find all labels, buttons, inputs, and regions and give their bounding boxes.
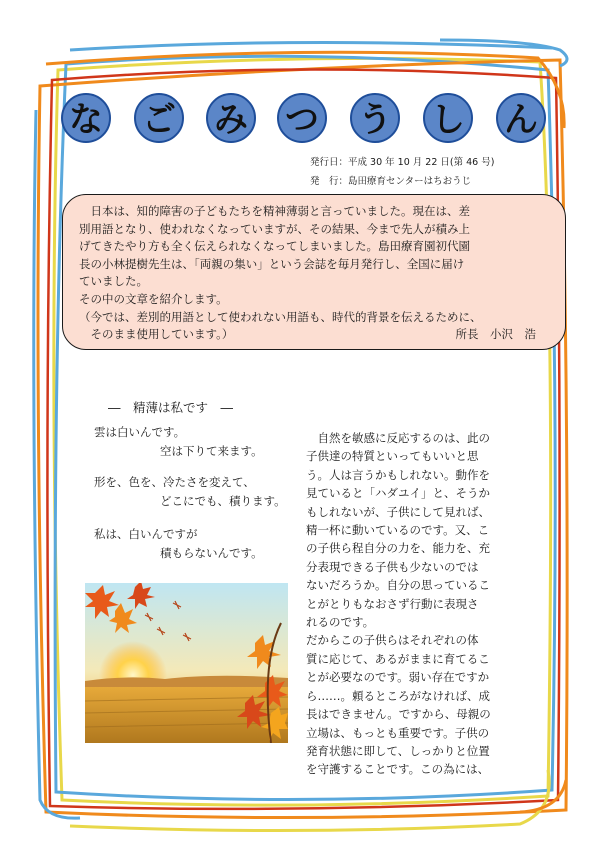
- intro-line: 長の小林提樹先生は、「両親の集い」という会誌を毎月発行し、全国に届け: [79, 256, 465, 271]
- intro-line: 別用語となり、使われなくなっていますが、その結果、今まで先人が積み上: [79, 221, 470, 236]
- poem-line: 形を、色を、冷たさを変えて、: [94, 475, 255, 489]
- intro-line: げてきたやり方も全く伝えられなくなってしまいました。島田療育園初代園: [79, 239, 470, 254]
- article-line: もしれないが、子供にして見れば、: [306, 504, 490, 519]
- intro-line: （今では、差別的用語として使われない用語も、時代的背景を伝えるために、: [79, 309, 482, 324]
- poem-line: 私は、白いんですが: [94, 527, 198, 541]
- intro-line: その中の文章を紹介します。: [79, 291, 228, 306]
- article-line: を守護することです。この為には、: [306, 762, 490, 777]
- article-line: 子供達の特質といってもいいと思: [306, 449, 479, 464]
- title-char: ん: [496, 93, 546, 143]
- article-line: 質に応じて、あるがままに育てるこ: [306, 651, 490, 666]
- article-line: 立場は、もっとも重要です。子供の: [306, 725, 490, 740]
- poem-line: 積もらないんです。: [160, 546, 263, 560]
- poem-title: ― 精薄は私です ―: [108, 400, 234, 415]
- article-line: とがとりもなおさず行動に表現さ: [306, 596, 479, 611]
- article-line: ら……。頼るところがなければ、成: [306, 688, 490, 703]
- article-line: 分表現できる子供も少ないのでは: [306, 559, 479, 574]
- article-line: ないだろうか。自分の思っているこ: [306, 578, 490, 593]
- title-char: ご: [134, 93, 184, 143]
- article-line: とが必要なのです。弱い存在ですか: [306, 670, 490, 685]
- signature: 所長 小沢 浩: [455, 327, 536, 342]
- title-char: う: [350, 93, 400, 143]
- poem-line: 空は下りて来ます。: [160, 444, 263, 458]
- newsletter-title: [58, 93, 552, 147]
- title-char: み: [206, 93, 256, 143]
- article-line: だからこの子供らはそれぞれの体: [306, 633, 479, 648]
- article-line: の子供ら程自分の力を、能力を、充: [306, 541, 490, 556]
- article-line: う。人は言うかもしれない。動作を: [306, 467, 490, 482]
- article-text: [306, 429, 522, 779]
- title-char: つ: [277, 93, 327, 143]
- poem-line: 雲は白いんです。: [94, 425, 186, 439]
- article-line: 精一杯に動いているのです。又、こ: [306, 523, 490, 538]
- autumn-sunset-illustration: [85, 583, 288, 743]
- article-line: れるのです。: [306, 615, 375, 630]
- intro-text: [79, 203, 554, 344]
- title-char: な: [61, 93, 111, 143]
- poem-line: どこにでも、積ります。: [160, 494, 286, 508]
- title-char: し: [423, 93, 473, 143]
- article-line: 自然を敏感に反応するのは、此の: [306, 431, 490, 445]
- article-line: 長はできません。ですから、母親の: [306, 707, 491, 722]
- intro-line: 日本は、知的障害の子どもたちを精神薄弱と言っていました。現在は、差: [79, 204, 470, 218]
- article-line: 見ていると「ハダユイ」と、そうか: [306, 486, 490, 501]
- issue-date: 発行日：平成 30 年 10 月 22 日(第 46 号): [310, 157, 495, 168]
- intro-line: そのまま使用しています。）: [79, 327, 234, 342]
- intro-line: ていました。: [79, 274, 148, 289]
- article-line: 発育状態に即して、しっかりと位置: [306, 743, 490, 758]
- publisher: 発 行：島田療育センターはちおうじ: [310, 176, 472, 187]
